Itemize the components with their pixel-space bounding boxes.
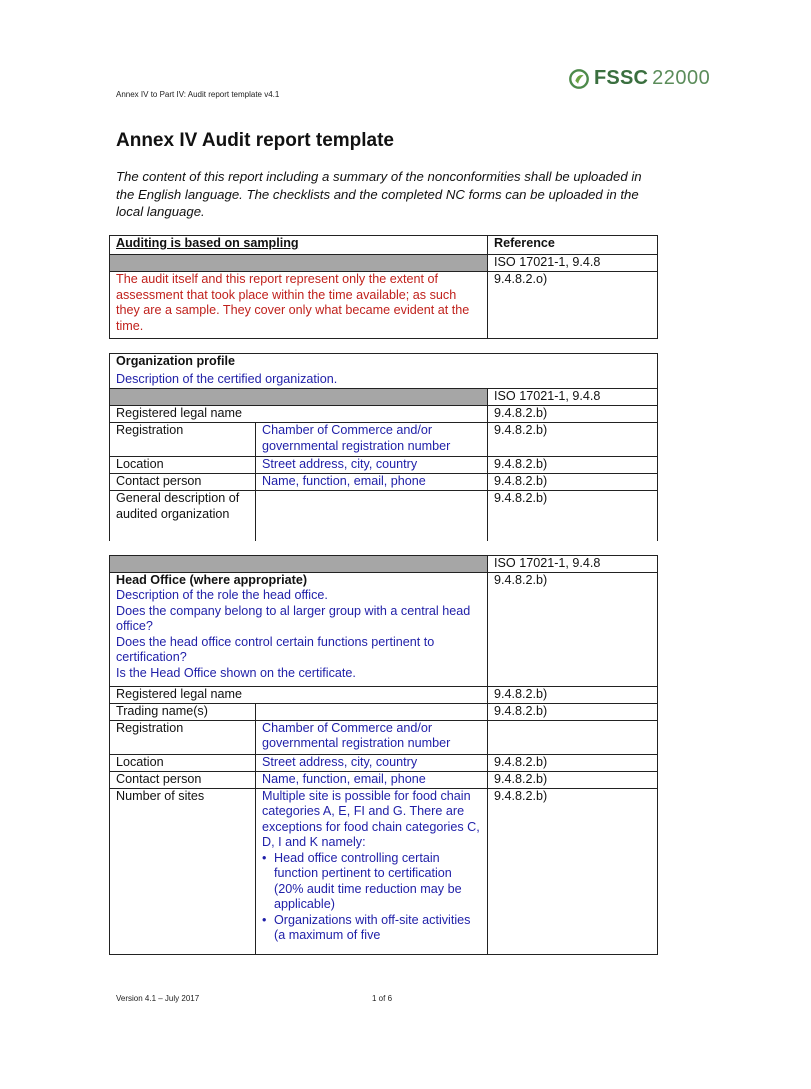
registration-label: Registration <box>110 423 256 457</box>
iso-reference: ISO 17021-1, 9.4.8 <box>488 389 658 406</box>
general-description-label: General description of audited organization <box>110 491 256 541</box>
bullet-icon: • <box>262 912 267 927</box>
contact-person-label: Contact person <box>110 771 256 788</box>
list-item <box>262 851 481 913</box>
location-label: Location <box>110 457 256 474</box>
list-item <box>262 913 481 944</box>
general-description-value <box>256 491 488 541</box>
iso-reference: ISO 17021-1, 9.4.8 <box>488 255 658 272</box>
row-reference: 9.4.8.2.b) <box>488 703 658 720</box>
row-reference: 9.4.8.2.b) <box>488 686 658 703</box>
row-reference: 9.4.8.2.b) <box>488 491 658 541</box>
row-reference: 9.4.8.2.b) <box>488 406 658 423</box>
logo-number-text: 22000 <box>652 67 711 89</box>
location-value: Street address, city, country <box>256 457 488 474</box>
grey-separator <box>110 389 488 406</box>
org-profile-heading: Organization profile <box>110 354 658 372</box>
head-office-description-3: Does the head office control certain functions pertinent to certification? <box>116 634 435 664</box>
footer-page-number: 1 of 6 <box>372 994 393 1003</box>
trading-name-value <box>256 703 488 720</box>
row-reference: 9.4.8.2.b) <box>488 771 658 788</box>
bullet-icon: • <box>262 850 267 865</box>
contact-person-value: Name, function, email, phone <box>256 771 488 788</box>
registration-label: Registration <box>110 720 256 754</box>
reference-heading: Reference <box>488 236 658 255</box>
organization-profile-table <box>109 353 658 541</box>
head-office-table <box>109 555 658 955</box>
iso-reference: ISO 17021-1, 9.4.8 <box>488 556 658 573</box>
trading-name-label: Trading name(s) <box>110 703 256 720</box>
logo-brand-text: FSSC <box>594 67 649 89</box>
sampling-disclaimer: The audit itself and this report represent only the extent of assessment that took place within the time available; as such they are a sample. They cover only what became evident at the time. <box>110 272 488 339</box>
row-reference: 9.4.8.2.b) <box>488 474 658 491</box>
registered-legal-name-label: Registered legal name <box>110 686 488 703</box>
bullet-text: Organizations with off-site activities (a maximum of five <box>274 912 471 942</box>
head-office-heading: Head Office (where appropriate) <box>116 572 308 587</box>
registered-legal-name-label: Registered legal name <box>110 406 488 423</box>
registration-value: Chamber of Commerce and/or governmental registration number <box>256 423 488 457</box>
intro-paragraph: The content of this report including a summary of the nonconformities shall be uploaded in the English language. The checklists and the completed NC forms can be uploaded in the local language. <box>116 169 642 219</box>
sampling-table <box>109 235 658 339</box>
fssc-logo <box>568 67 710 90</box>
contact-person-label: Contact person <box>110 474 256 491</box>
contact-person-value: Name, function, email, phone <box>256 474 488 491</box>
location-label: Location <box>110 754 256 771</box>
grey-separator <box>110 556 488 573</box>
head-office-description-1: Description of the role the head office. <box>116 588 328 602</box>
row-reference: 9.4.8.2.b) <box>488 788 658 954</box>
bullet-text: Head office controlling certain function pertinent to certification (20% audit time reduction may be applicable) <box>274 850 462 911</box>
sampling-heading: Auditing is based on sampling <box>110 236 488 255</box>
org-profile-description: Description of the certified organization. <box>110 372 658 389</box>
grey-separator <box>110 255 488 272</box>
number-of-sites-label: Number of sites <box>110 788 256 954</box>
disclaimer-reference: 9.4.8.2.o) <box>488 272 658 339</box>
head-office-description-4: Is the Head Office shown on the certificate. <box>116 665 356 680</box>
document-reference: Annex IV to Part IV: Audit report template v4.1 <box>116 90 280 99</box>
row-reference: 9.4.8.2.b) <box>488 457 658 474</box>
registration-value: Chamber of Commerce and/or governmental registration number <box>256 720 488 754</box>
location-value: Street address, city, country <box>256 754 488 771</box>
sites-description: Multiple site is possible for food chain categories A, E, FI and G. There are exceptions for food chain categories C, D, I and K namely: <box>262 788 480 849</box>
row-reference: 9.4.8.2.b) <box>488 423 658 457</box>
head-office-section <box>110 572 488 686</box>
fssc-logo-icon <box>568 68 590 90</box>
page-title: Annex IV Audit report template <box>116 130 394 151</box>
row-reference <box>488 720 658 754</box>
row-reference: 9.4.8.2.b) <box>488 572 658 686</box>
number-of-sites-value <box>256 788 488 954</box>
row-reference: 9.4.8.2.b) <box>488 754 658 771</box>
footer-version: Version 4.1 – July 2017 <box>116 994 200 1003</box>
head-office-description-2: Does the company belong to al larger group with a central head office? <box>116 603 471 633</box>
